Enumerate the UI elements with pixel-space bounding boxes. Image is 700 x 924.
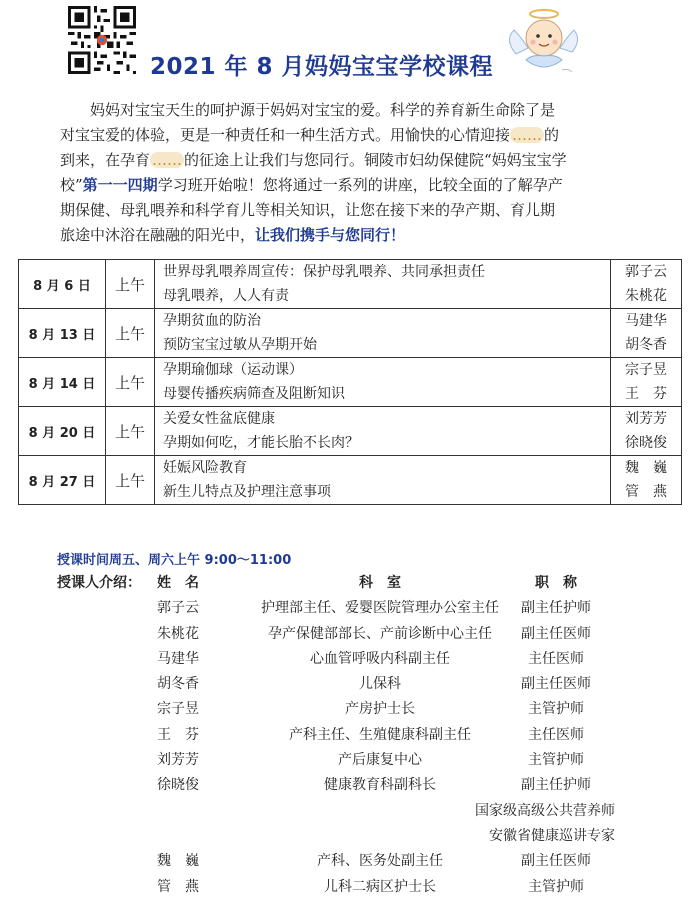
intro-text: 旅途中沐浴在融融的阳光中， [60,226,256,244]
intro-line-5: 期保健、母乳喂养和科学育儿等相关知识，让您在接下来的孕产期、育儿期 [60,201,556,219]
instructor-title: 副主任医师 [521,625,591,642]
instructor-title: 主任医师 [528,650,584,667]
session-number: 第一一四期 [82,176,158,194]
schedule-date: 8 月 27 日 [19,456,106,505]
teacher-name: 徐晓俊 [625,435,667,451]
schedule-row [19,260,682,309]
instructor-row [57,724,677,749]
schedule-teachers [611,407,682,456]
instructor-name: 王 芬 [157,726,199,743]
topic-line: 预防宝宝过敏从孕期开始 [163,337,317,353]
schedule-row [19,309,682,358]
class-time: 授课时间周五、周六上午 9:00～11:00 [57,553,292,568]
page-title: 2021 年 8 月妈妈宝宝学校课程 [150,54,494,80]
instructor-name: 刘芳芳 [157,752,199,769]
header-dept: 科 室 [359,575,401,591]
intro-line-2 [60,123,640,148]
topic-line: 关爱女性盆底健康 [163,411,275,427]
instructor-title: 副主任护师 [521,777,591,794]
instructor-row [57,648,677,673]
schedule-period: 上午 [106,456,155,505]
schedule-topics [155,456,611,505]
schedule-period: 上午 [106,407,155,456]
course-schedule-table [18,259,682,505]
topic-line: 母婴传播疾病筛查及阻断知识 [163,386,345,402]
baby-placeholder: …… [512,126,543,144]
instructor-row [57,698,677,723]
intro-text: 的 [544,126,560,144]
schedule-row [19,358,682,407]
topic-line: 母乳喂养，人人有责 [163,288,289,304]
instructor-title: 主管护师 [528,752,584,769]
topic-line: 世界母乳喂养周宣传：保护母乳喂养、共同承担责任 [163,264,485,280]
instructor-dept: 孕产保健部部长、产前诊断中心主任 [268,625,492,642]
teacher-name: 朱桃花 [625,288,667,304]
instructor-title: 主管护师 [528,701,584,718]
instructor-name: 徐晓俊 [157,777,199,794]
header-title: 职 称 [535,575,577,591]
schedule-date: 8 月 14 日 [19,358,106,407]
intro-text: 校” [60,176,83,194]
schedule-period: 上午 [106,260,155,309]
schedule-period: 上午 [106,358,155,407]
schedule-date: 8 月 20 日 [19,407,106,456]
instructor-title: 主任医师 [528,726,584,743]
intro-line-6 [60,223,640,248]
qr-code-icon [68,6,136,74]
instructor-name: 郭子云 [157,600,199,617]
schedule-date: 8 月 13 日 [19,309,106,358]
instructor-name: 宗子昱 [157,701,199,718]
instructor-name: 朱桃花 [157,625,199,642]
teacher-name: 魏 巍 [625,460,667,476]
instructor-name: 马建华 [157,650,199,667]
schedule-date: 8 月 6 日 [19,260,106,309]
topic-line: 新生儿特点及护理注意事项 [163,484,331,500]
schedule-topics [155,260,611,309]
schedule-teachers [611,309,682,358]
teacher-name: 胡冬香 [625,337,667,353]
instructor-label: 授课人介绍： [57,575,141,591]
instructor-row [57,749,677,774]
instructor-header-row [57,572,677,597]
instructor-dept: 心血管呼吸内科副主任 [310,650,450,667]
instructor-row [57,876,677,901]
intro-text: 学习班开始啦！您将通过一系列的讲座，比较全面的了解孕产 [157,176,563,194]
instructor-dept: 儿保科 [359,676,401,693]
extra-title: 安徽省健康巡讲专家 [489,827,615,844]
instructor-list [57,572,677,901]
schedule-row [19,407,682,456]
intro-line-4 [60,173,640,198]
intro-line-3 [60,148,640,173]
topic-line: 孕期如何吃，才能长胎不长肉？ [163,435,359,451]
instructor-title: 副主任医师 [521,676,591,693]
instructor-dept: 产科、医务处副主任 [317,853,443,870]
header-name: 姓 名 [157,575,199,591]
teacher-name: 管 燕 [625,484,667,500]
instructor-dept: 产房护士长 [345,701,415,718]
topic-line: 孕期贫血的防治 [163,313,261,329]
instructor-row [57,673,677,698]
baby-angel-icon [502,4,584,78]
instructor-title: 副主任护师 [521,600,591,617]
instructor-row [57,850,677,875]
extra-title: 国家级高级公共营养师 [475,802,615,819]
intro-text: 对宝宝爱的体验，更是一种责任和一种生活方式。用愉快的心情迎接 [60,126,511,144]
instructor-dept: 健康教育科副科长 [324,777,436,794]
instructor-dept: 产科主任、生殖健康科副主任 [289,726,471,743]
instructor-dept: 产后康复中心 [338,752,422,769]
teacher-name: 王 芬 [625,386,667,402]
intro-text: 的征途上让我们与您同行。铜陵市妇幼保健院“妈妈宝宝学 [184,151,567,169]
topic-line: 妊娠风险教育 [163,460,247,476]
teacher-name: 宗子昱 [625,362,667,378]
teacher-name: 马建华 [625,313,667,329]
instructor-row [57,774,677,799]
instructor-dept: 儿科二病区护士长 [324,878,436,895]
instructor-row [57,623,677,648]
intro-text: 到来，在孕育 [60,151,151,169]
topic-line: 孕期瑜伽球（运动课） [163,362,303,378]
baby-placeholder: …… [152,151,183,169]
schedule-topics [155,309,611,358]
schedule-teachers [611,358,682,407]
instructor-row [57,597,677,622]
extra-title-row [57,800,677,825]
schedule-teachers [611,456,682,505]
schedule-topics [155,407,611,456]
schedule-teachers [611,260,682,309]
instructor-name: 胡冬香 [157,676,199,693]
instructor-title: 副主任医师 [521,853,591,870]
extra-title-row [57,825,677,850]
schedule-row [19,456,682,505]
teacher-name: 刘芳芳 [625,411,667,427]
instructor-title: 主管护师 [528,878,584,895]
teacher-name: 郭子云 [625,264,667,280]
instructor-name: 管 燕 [157,878,199,895]
intro-line-1: 妈妈对宝宝天生的呵护源于妈妈对宝宝的爱。科学的养育新生命除了是 [90,101,556,119]
intro-paragraph [60,98,640,248]
instructor-dept: 护理部主任、爱婴医院管理办公室主任 [261,600,499,617]
schedule-period: 上午 [106,309,155,358]
schedule-topics [155,358,611,407]
instructor-name: 魏 巍 [157,853,199,870]
slogan: 让我们携手与您同行！ [255,226,406,244]
